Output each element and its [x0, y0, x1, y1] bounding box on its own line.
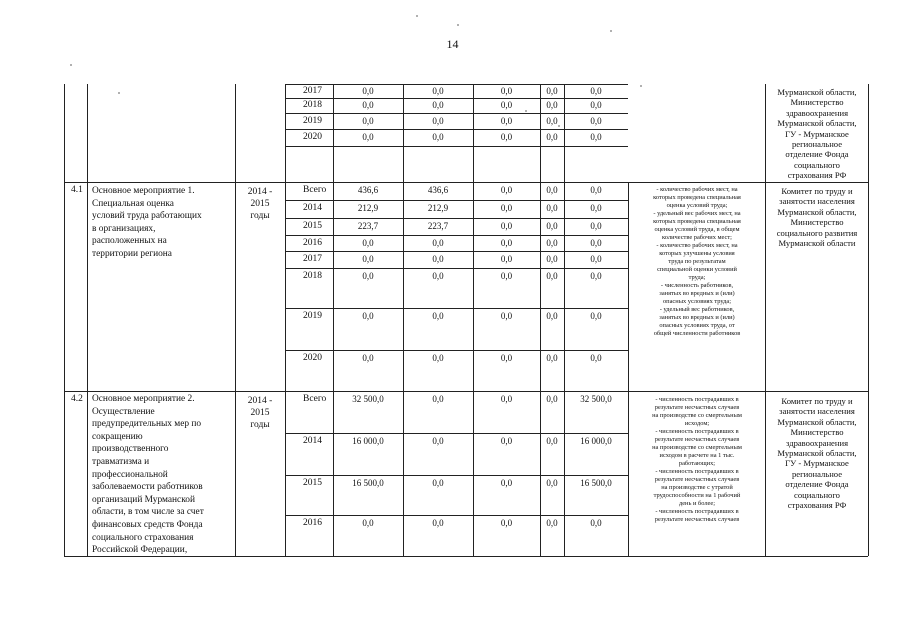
value-cell: 0,0 — [500, 238, 513, 248]
value-cell: 0,0 — [500, 394, 513, 404]
year-cell: 2020 — [303, 132, 322, 142]
value-cell: 0,0 — [546, 203, 558, 213]
grid-hline — [285, 218, 628, 219]
value-cell: 223,7 — [427, 221, 449, 231]
value-cell: 0,0 — [362, 86, 374, 96]
scan-speck — [558, 125, 560, 127]
value-cell: 0,0 — [546, 394, 558, 404]
value-cell: 0,0 — [590, 185, 602, 195]
year-cell: Всего — [303, 394, 327, 404]
grid-hline — [285, 200, 628, 201]
year-cell: Всего — [303, 185, 327, 195]
scan-speck — [457, 24, 459, 26]
value-cell: 0,0 — [546, 518, 558, 528]
value-cell: 0,0 — [546, 311, 558, 321]
value-cell: 32 500,0 — [580, 394, 612, 404]
implementation-period: 2014 - 2015 годы — [247, 187, 273, 221]
value-cell: 0,0 — [432, 394, 444, 404]
year-cell: 2016 — [303, 518, 322, 528]
value-cell: 0,0 — [432, 436, 444, 446]
value-cell: 0,0 — [500, 132, 513, 142]
value-cell: 16 000,0 — [580, 436, 612, 446]
value-cell: 0,0 — [590, 311, 602, 321]
value-cell: 0,0 — [546, 116, 558, 126]
indicators-text: - численность пострадавших в результате несчастных случаев на производстве со смертельным исходом; - численность пострадавших в результате несчастных случаев на производстве со смертельным исходом в расчете на 1 тыс. работающих; - численность пострадавших в результате несчастных случаев на производстве с утратой трудоспособности на 1 рабочий день и более; - численность пострадавших в результате несчастных случаев — [652, 396, 742, 523]
value-cell: 0,0 — [546, 86, 558, 96]
grid-vline — [87, 84, 88, 556]
value-cell: 0,0 — [546, 132, 558, 142]
value-cell: 212,9 — [357, 203, 379, 213]
value-cell: 0,0 — [590, 100, 602, 110]
value-cell: 0,0 — [432, 271, 444, 281]
row-number: 4.1 — [71, 185, 83, 195]
value-cell: 212,9 — [427, 203, 449, 213]
grid-hline — [285, 433, 628, 434]
scan-speck — [118, 92, 120, 94]
value-cell: 0,0 — [590, 238, 602, 248]
value-cell: 436,6 — [427, 185, 449, 195]
value-cell: 0,0 — [432, 238, 444, 248]
value-cell: 0,0 — [362, 271, 374, 281]
value-cell: 0,0 — [590, 116, 602, 126]
value-cell: 0,0 — [500, 436, 513, 446]
value-cell: 0,0 — [590, 254, 602, 264]
value-cell: 0,0 — [432, 353, 444, 363]
value-cell: 0,0 — [500, 353, 513, 363]
value-cell: 0,0 — [546, 478, 558, 488]
year-cell: 2014 — [303, 436, 322, 446]
value-cell: 0,0 — [362, 353, 374, 363]
grid-vline — [765, 84, 766, 556]
grid-hline — [285, 268, 628, 269]
year-cell: 2016 — [303, 238, 322, 248]
value-cell: 0,0 — [432, 116, 444, 126]
grid-hline — [285, 308, 628, 309]
grid-hline — [285, 146, 628, 147]
grid-vline — [235, 84, 236, 556]
grid-vline — [403, 84, 404, 556]
value-cell: 0,0 — [546, 436, 558, 446]
value-cell: 0,0 — [500, 116, 513, 126]
value-cell: 0,0 — [590, 271, 602, 281]
year-cell: 2019 — [303, 116, 322, 126]
value-cell: 0,0 — [500, 185, 513, 195]
scan-speck — [525, 110, 527, 112]
grid-vline — [868, 84, 869, 556]
grid-hline — [285, 350, 628, 351]
grid-hline — [285, 515, 628, 516]
grid-hline — [285, 129, 628, 130]
grid-hline — [285, 235, 628, 236]
value-cell: 16 000,0 — [352, 436, 384, 446]
value-cell: 0,0 — [432, 311, 444, 321]
year-cell: 2014 — [303, 203, 322, 213]
value-cell: 16 500,0 — [580, 478, 612, 488]
implementation-period: 2014 - 2015 годы — [247, 396, 273, 430]
grid-hline — [285, 113, 628, 114]
value-cell: 0,0 — [546, 238, 558, 248]
year-cell: 2018 — [303, 100, 322, 110]
value-cell: 0,0 — [546, 271, 558, 281]
year-cell: 2019 — [303, 311, 322, 321]
value-cell: 0,0 — [546, 353, 558, 363]
value-cell: 436,6 — [357, 185, 379, 195]
indicators-text: - количество рабочих мест, на которых проведена специальная оценка условий труда; - удельный вес рабочих мест, на которых проведена специальная оценка условий труда, в общем количестве рабочих мест; - количество рабочих мест, на которых улучшены условия труда по результатам специальной оценки условий труда; - численность работников, занятых во вредных и (или) опасных условиях труда; - удельный вес работников, занятых во вредных и (или) опасных условиях труда, от общей численности работников — [653, 186, 741, 337]
value-cell: 0,0 — [500, 203, 513, 213]
year-cell: 2015 — [303, 478, 322, 488]
value-cell: 0,0 — [362, 311, 374, 321]
value-cell: 0,0 — [500, 271, 513, 281]
value-cell: 0,0 — [362, 254, 374, 264]
scan-speck — [70, 64, 72, 66]
year-cell: 2017 — [303, 254, 322, 264]
value-cell: 0,0 — [546, 100, 558, 110]
value-cell: 0,0 — [500, 100, 513, 110]
grid-hline — [285, 475, 628, 476]
value-cell: 0,0 — [590, 132, 602, 142]
page-number: 14 — [446, 37, 459, 51]
activity-name: Основное мероприятие 1. Специальная оценка условий труда работающих в организациях, расположенных на территории региона — [92, 186, 202, 259]
value-cell: 0,0 — [500, 254, 513, 264]
value-cell: 0,0 — [590, 221, 602, 231]
value-cell: 0,0 — [546, 185, 558, 195]
scan-speck — [640, 85, 642, 87]
year-cell: 2018 — [303, 271, 322, 281]
value-cell: 223,7 — [357, 221, 379, 231]
value-cell: 0,0 — [432, 132, 444, 142]
value-cell: 0,0 — [362, 116, 374, 126]
value-cell: 0,0 — [432, 86, 444, 96]
value-cell: 0,0 — [546, 254, 558, 264]
responsible-executor: Мурманской области, Министерство здравоохранения Мурманской области, ГУ - Мурманское региональное отделение Фонда социального страхования РФ — [777, 87, 857, 181]
value-cell: 0,0 — [500, 478, 513, 488]
grid-vline — [64, 84, 65, 556]
value-cell: 0,0 — [362, 518, 374, 528]
year-cell: 2020 — [303, 353, 322, 363]
value-cell: 0,0 — [546, 221, 558, 231]
activity-name: Основное мероприятие 2. Осуществление предупредительных мер по сокращению производственного травматизма и профессиональной заболеваемости работников организаций Мурманской области, в том числе за счет финансовых средств Фонда социального страхования Российской Федерации, — [92, 394, 204, 556]
value-cell: 0,0 — [500, 221, 513, 231]
value-cell: 0,0 — [590, 203, 602, 213]
value-cell: 0,0 — [432, 254, 444, 264]
grid-hline — [64, 391, 868, 392]
grid-hline — [285, 84, 628, 85]
value-cell: 0,0 — [362, 100, 374, 110]
year-cell: 2017 — [303, 86, 322, 96]
responsible-executor: Комитет по труду и занятости населения Мурманской области, Министерство здравоохранения Мурманской области, ГУ - Мурманское региональное отделение Фонда социального страхования РФ — [777, 396, 857, 511]
scan-speck — [416, 15, 418, 17]
value-cell: 16 500,0 — [352, 478, 384, 488]
value-cell: 0,0 — [432, 100, 444, 110]
grid-vline — [628, 182, 629, 556]
grid-hline — [64, 182, 868, 183]
grid-hline — [285, 98, 628, 99]
grid-hline — [285, 251, 628, 252]
year-cell: 2015 — [303, 221, 322, 231]
value-cell: 0,0 — [432, 518, 444, 528]
value-cell: 32 500,0 — [352, 394, 384, 404]
value-cell: 0,0 — [590, 353, 602, 363]
row-number: 4.2 — [71, 394, 83, 404]
grid-vline — [285, 84, 286, 556]
responsible-executor: Комитет по труду и занятости населения Мурманской области, Министерство социального развития Мурманской области — [776, 186, 858, 249]
scan-speck — [610, 30, 612, 32]
value-cell: 0,0 — [500, 311, 513, 321]
value-cell: 0,0 — [362, 132, 374, 142]
value-cell: 0,0 — [500, 86, 513, 96]
value-cell: 0,0 — [500, 518, 513, 528]
value-cell: 0,0 — [362, 238, 374, 248]
value-cell: 0,0 — [590, 86, 602, 96]
grid-vline — [333, 84, 334, 556]
value-cell: 0,0 — [432, 478, 444, 488]
value-cell: 0,0 — [590, 518, 602, 528]
